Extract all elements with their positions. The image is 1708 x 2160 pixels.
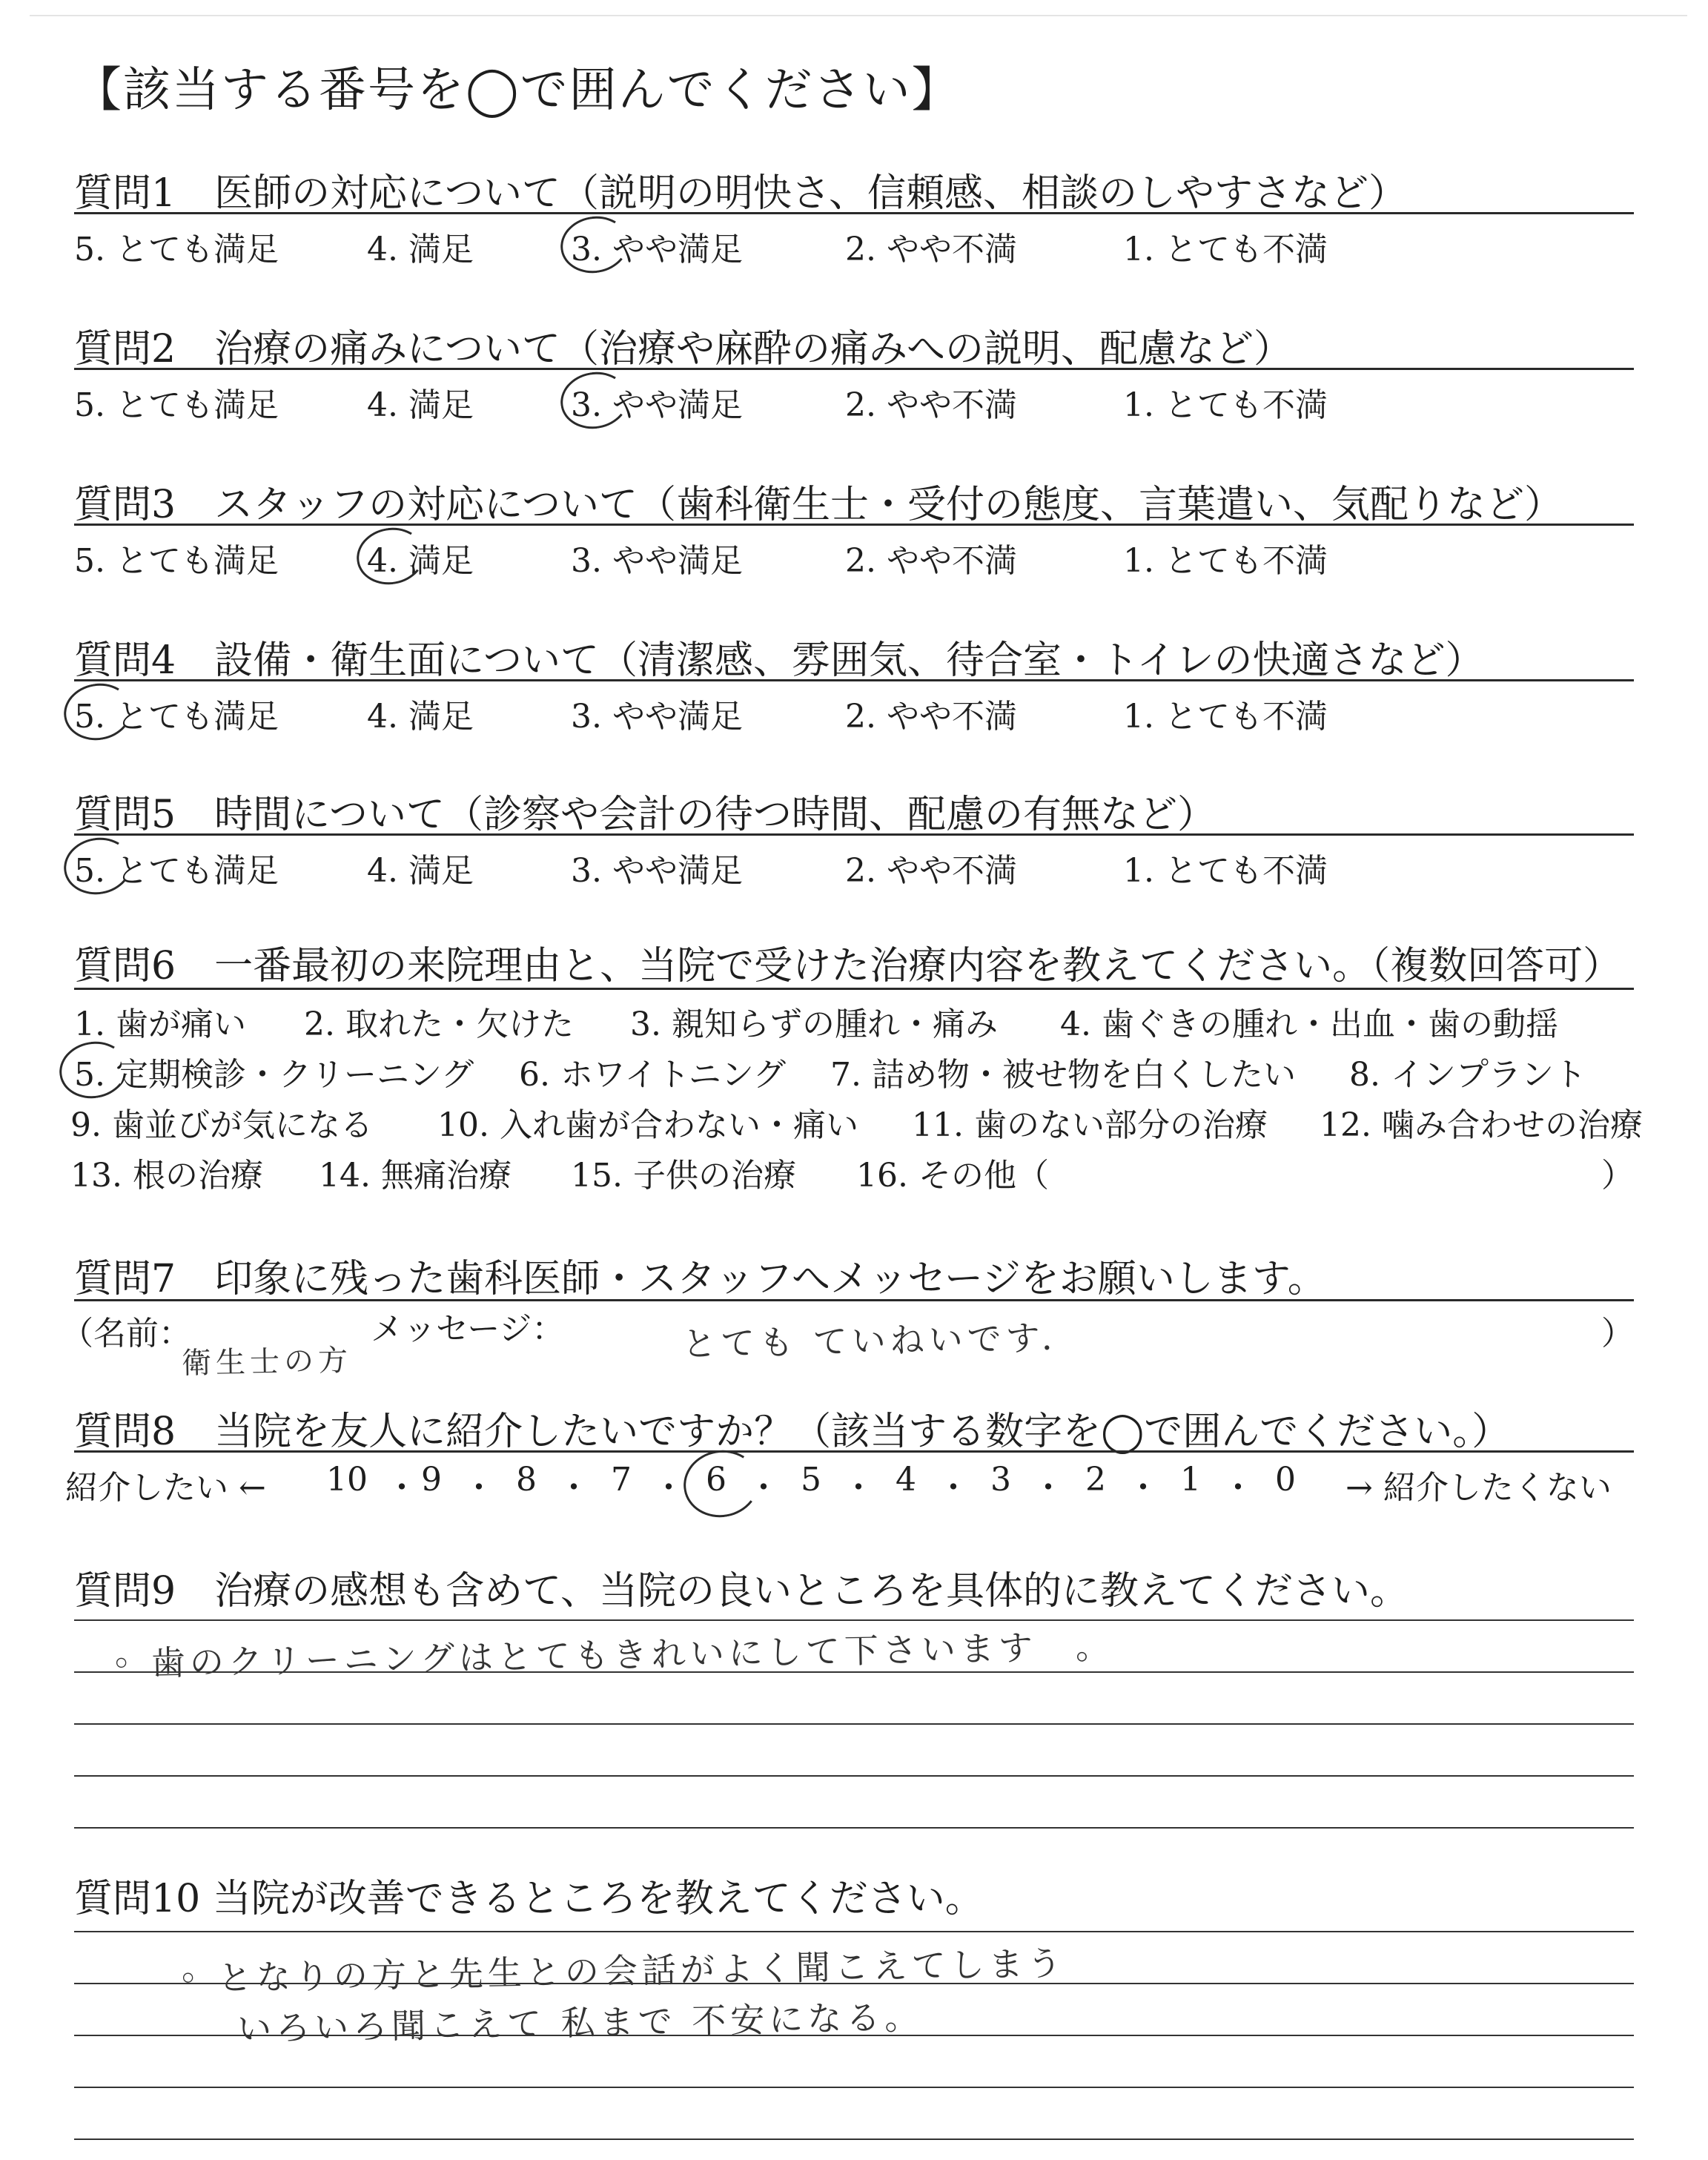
q3-rule [74,524,1634,526]
q6-option-7[interactable]: 7. 詰め物・被せ物を白くしたい [830,1056,1296,1094]
q6-option-5[interactable] [74,1048,474,1095]
q10-answer-line-1: ◦ となりの方と先生との会話がよく聞こえてしまう [177,1943,1067,1999]
q6-row-2 [0,1048,1708,1092]
q4-title: 質問4 設備・衛生面について（清潔感、雰囲気、待合室・トイレの快適さなど） [74,638,1484,683]
q9-write-line [74,1723,1634,1725]
q8-scale-0[interactable]: 0 [1275,1461,1296,1499]
q1-option-3[interactable] [571,222,743,270]
q6-option-9[interactable]: 9. 歯並びが気になる [70,1106,373,1144]
q1-option-2[interactable] [845,222,1017,270]
q8-scale-separator: ・ [1032,1469,1065,1507]
q4-option-1-label: 1. とても不満 [1123,698,1328,736]
q6-option-16[interactable]: 16. その他（ [856,1157,1049,1195]
q3-option-5-label: 5. とても満足 [74,542,279,580]
q5-option-5-label: 5. とても満足 [74,852,279,890]
q8-scale-1[interactable]: 1 [1180,1461,1201,1499]
q8-scale-separator: ・ [652,1469,685,1507]
q5-option-1[interactable] [1123,844,1328,891]
q5-rule [74,833,1634,836]
q6-option-6[interactable]: 6. ホワイトニング [519,1056,787,1094]
q8-scale-separator: ・ [557,1469,590,1507]
q5-options [0,844,1708,888]
q2-option-5-label: 5. とても満足 [74,386,279,424]
q3-option-2-label: 2. やや不満 [845,542,1017,580]
q3-option-1-label: 1. とても不満 [1123,542,1328,580]
q1-option-2-label: 2. やや不満 [845,231,1017,268]
q1-option-1[interactable] [1123,222,1328,270]
q5-option-2-label: 2. やや不満 [845,852,1017,890]
q2-option-5[interactable] [74,378,279,426]
q5-option-1-label: 1. とても不満 [1123,852,1328,890]
q8-rule [74,1450,1634,1453]
q5-option-4[interactable] [367,844,474,891]
q9-title: 質問9 治療の感想も含めて、当院の良いところを具体的に教えてください。 [74,1569,1409,1614]
q6-option-15[interactable]: 15. 子供の治療 [571,1157,796,1195]
q3-option-4-label: 4. 満足 [367,542,474,580]
q10-title: 質問10 当院が改善できるところを教えてください。 [74,1877,984,1921]
q7-title: 質問7 印象に残った歯科医師・スタッフへメッセージをお願いします。 [74,1257,1326,1301]
q3-option-3-label: 3. やや満足 [571,542,743,580]
top-border [30,15,1687,16]
q7-close-paren: ） [1601,1315,1634,1353]
q7-name-label: （名前： [61,1315,191,1353]
q4-option-2[interactable] [845,690,1017,737]
q1-option-3-label: 3. やや満足 [571,231,743,268]
q6-option-2[interactable]: 2. 取れた・欠けた [304,1005,574,1043]
q8-scale-9[interactable]: 9 [421,1461,442,1499]
q9-write-line [74,1827,1634,1829]
q6-rule [74,988,1634,990]
q2-option-1-label: 1. とても不満 [1123,386,1328,424]
q10-write-line [74,1931,1634,1932]
q3-option-3[interactable] [571,534,743,581]
q8-scale-4[interactable]: 4 [896,1461,916,1499]
q8-scale-10[interactable]: 10 [326,1461,368,1499]
q5-option-3[interactable] [571,844,743,891]
q6-option-12[interactable]: 12. 噛み合わせの治療 [1320,1106,1643,1144]
q6-option-14[interactable]: 14. 無痛治療 [319,1157,512,1195]
q7-name-handwritten: 衛生士の方 [181,1343,353,1381]
q1-option-1-label: 1. とても不満 [1123,231,1328,268]
q7-message-handwritten: とても ていねいです． [681,1317,1081,1364]
q10-write-line [74,2087,1634,2088]
q3-option-5[interactable] [74,534,279,581]
q10-answer-line-2: いろいろ聞こえて 私まで 不安になる。 [236,1996,924,2050]
q8-scale-separator: ・ [1222,1469,1254,1507]
q8-right-label: → 紹介したくない [1345,1469,1612,1507]
q8-title: 質問8 当院を友人に紹介したいですか？（該当する数字を◯で囲んでください。） [74,1410,1511,1454]
q6-option-10[interactable]: 10. 入れ歯が合わない・痛い [437,1106,858,1144]
q8-scale-7[interactable]: 7 [611,1461,632,1499]
q8-scale-separator: ・ [385,1469,418,1507]
q8-scale-row [0,1461,1708,1505]
q2-options [0,378,1708,423]
q6-option-3[interactable]: 3. 親知らずの腫れ・痛み [630,1005,998,1043]
q8-scale-separator: ・ [842,1469,875,1507]
q6-option-8[interactable]: 8. インプラント [1349,1056,1586,1094]
q1-title: 質問1 医師の対応について（説明の明快さ、信頼感、相談のしやすさなど） [74,171,1407,216]
q6-option-13[interactable]: 13. 根の治療 [70,1157,263,1195]
q8-scale-separator: ・ [463,1469,495,1507]
q5-option-5[interactable] [74,844,279,891]
q6-title: 質問6 一番最初の来院理由と、当院で受けた治療内容を教えてください。（複数回答可） [74,944,1622,988]
q1-option-5-label: 5. とても満足 [74,231,279,268]
q4-option-4[interactable] [367,690,474,737]
q7-message-label: メッセージ： [371,1310,565,1348]
q2-option-3[interactable] [571,378,743,426]
q4-rule [74,679,1634,681]
q5-title: 質問5 時間について（診察や会計の待つ時間、配慮の有無など） [74,793,1217,837]
q2-option-4[interactable] [367,378,474,426]
q10-write-line [74,2138,1634,2140]
q8-scale-5[interactable]: 5 [801,1461,821,1499]
q6-option-4[interactable]: 4. 歯ぐきの腫れ・出血・歯の動揺 [1060,1005,1558,1043]
q6-row-3 [0,1098,1708,1143]
page-title: 【該当する番号を◯で囲んでください】 [74,63,961,118]
q7-rule [74,1299,1634,1301]
q8-left-label: 紹介したい ← [65,1469,266,1507]
q6-option-1[interactable]: 1. 歯が痛い [74,1005,246,1043]
q6-option-5-label: 5. 定期検診・クリーニング [74,1056,474,1094]
q2-rule [74,368,1634,370]
q6-option-11[interactable]: 11. 歯のない部分の治療 [912,1106,1268,1144]
q4-option-1[interactable] [1123,690,1328,737]
q1-option-4-label: 4. 満足 [367,231,474,268]
q1-rule [74,212,1634,214]
q6-row-1 [0,997,1708,1042]
q9-answer-line-1: ◦ 歯のクリーニングはとてもきれいにして下さいます 。 [110,1626,1115,1684]
q3-options [0,534,1708,578]
q2-option-3-label: 3. やや満足 [571,386,743,424]
q5-option-2[interactable] [845,844,1017,891]
q3-option-2[interactable] [845,534,1017,581]
q8-scale-separator: ・ [1127,1469,1159,1507]
q5-option-4-label: 4. 満足 [367,852,474,890]
q4-option-5-label: 5. とても満足 [74,698,279,736]
q9-write-line [74,1775,1634,1777]
q8-scale-separator: ・ [747,1469,780,1507]
q8-scale-2[interactable]: 2 [1085,1461,1106,1499]
q2-title: 質問2 治療の痛みについて（治療や麻酔の痛みへの説明、配慮など） [74,327,1293,371]
q1-option-5[interactable] [74,222,279,270]
q1-options [0,222,1708,267]
q3-option-1[interactable] [1123,534,1328,581]
q9-write-line [74,1619,1634,1621]
q6-row-4 [0,1149,1708,1193]
q8-scale-8[interactable]: 8 [516,1461,537,1499]
q3-title: 質問3 スタッフの対応について（歯科衛生士・受付の態度、言葉遣い、気配りなど） [74,483,1563,527]
q1-option-4[interactable] [367,222,474,270]
q8-scale-3[interactable]: 3 [990,1461,1011,1499]
q6-close-paren: ） [1601,1157,1634,1195]
q4-options [0,690,1708,734]
q4-option-2-label: 2. やや不満 [845,698,1017,736]
q2-option-2-label: 2. やや不満 [845,386,1017,424]
q3-option-4[interactable] [367,534,474,581]
q8-scale-6[interactable]: 6 [706,1461,726,1499]
q4-option-4-label: 4. 満足 [367,698,474,736]
q4-option-3[interactable] [571,690,743,737]
q2-option-1[interactable] [1123,378,1328,426]
q2-option-2[interactable] [845,378,1017,426]
q4-option-5[interactable] [74,690,279,737]
q2-option-4-label: 4. 満足 [367,386,474,424]
q8-scale-separator: ・ [937,1469,970,1507]
q4-option-3-label: 3. やや満足 [571,698,743,736]
q5-option-3-label: 3. やや満足 [571,852,743,890]
